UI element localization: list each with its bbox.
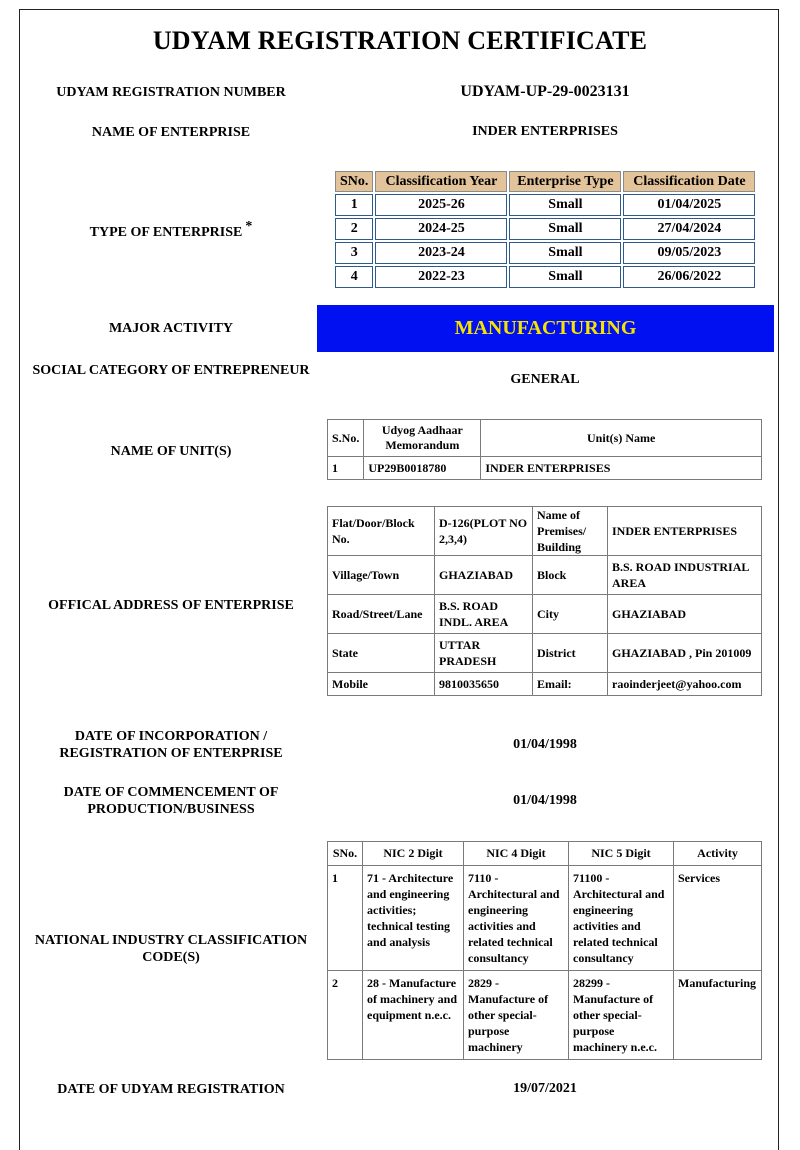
nic-cell: 2 — [328, 971, 363, 1060]
units-header-sno: S.No. — [328, 420, 364, 457]
address-key: Village/Town — [328, 556, 435, 595]
classification-table — [333, 169, 757, 290]
classification-row — [335, 242, 755, 264]
address-value: GHAZIABAD — [608, 595, 762, 634]
table-row — [328, 971, 762, 1060]
units-table — [327, 419, 762, 480]
certificate-title: UDYAM REGISTRATION CERTIFICATE — [152, 26, 648, 55]
classification-cell: 09/05/2023 — [623, 242, 755, 264]
units-cell: UP29B0018780 — [364, 457, 481, 480]
address-key: City — [533, 595, 608, 634]
classification-cell: 2024-25 — [375, 218, 507, 240]
classification-row — [335, 266, 755, 288]
nic-cell: Manufacturing — [674, 971, 762, 1060]
classification-header-date: Classification Date — [623, 171, 755, 192]
incorporation-label: DATE OF INCORPORATION / REGISTRATION OF ENTERPRISE — [59, 729, 283, 761]
enterprise-type-label-text: TYPE OF ENTERPRISE — [89, 225, 243, 240]
social-category-label: SOCIAL CATEGORY OF ENTREPRENEUR — [32, 363, 310, 378]
classification-cell: 27/04/2024 — [623, 218, 755, 240]
units-cell: 1 — [328, 457, 364, 480]
classification-cell: Small — [509, 218, 621, 240]
address-table — [327, 506, 762, 696]
table-row — [328, 673, 762, 696]
nic-cell: Services — [674, 866, 762, 971]
units-cell: INDER ENTERPRISES — [481, 457, 762, 480]
address-value: B.S. ROAD INDL. AREA — [435, 595, 533, 634]
classification-cell: 1 — [335, 194, 373, 216]
enterprise-name-label: NAME OF ENTERPRISE — [91, 125, 251, 140]
enterprise-name-value: INDER ENTERPRISES — [472, 124, 618, 139]
nic-header-2digit: NIC 2 Digit — [363, 842, 464, 866]
address-key: Block — [533, 556, 608, 595]
address-value: GHAZIABAD , Pin 201009 — [608, 634, 762, 673]
units-label: NAME OF UNIT(S) — [110, 444, 232, 459]
classification-header-year: Classification Year — [375, 171, 507, 192]
address-value: D-126(PLOT NO 2,3,4) — [435, 507, 533, 556]
enterprise-type-label — [25, 219, 317, 241]
classification-cell: 2025-26 — [375, 194, 507, 216]
nic-header-4digit: NIC 4 Digit — [464, 842, 569, 866]
nic-cell: 71100 - Architectural and engineering activities and related technical consultancy — [569, 866, 674, 971]
table-row — [328, 556, 762, 595]
mobile-value: 9810035650 — [435, 673, 533, 696]
classification-cell: 4 — [335, 266, 373, 288]
nic-cell: 7110 - Architectural and engineering activities and related technical consultancy — [464, 866, 569, 971]
units-header-uam: Udyog Aadhaar Memorandum — [364, 420, 481, 457]
table-row — [328, 634, 762, 673]
classification-cell: 2 — [335, 218, 373, 240]
address-key: Name of Premises/ Building — [533, 507, 608, 556]
nic-header-5digit: NIC 5 Digit — [569, 842, 674, 866]
units-header-name: Unit(s) Name — [481, 420, 762, 457]
address-key: Email: — [533, 673, 608, 696]
classification-cell: 01/04/2025 — [623, 194, 755, 216]
nic-cell: 28 - Manufacture of machinery and equipment n.e.c. — [363, 971, 464, 1060]
nic-header-activity: Activity — [674, 842, 762, 866]
nic-table — [327, 841, 762, 1060]
nic-cell: 1 — [328, 866, 363, 971]
registration-number-label: UDYAM REGISTRATION NUMBER — [56, 85, 286, 100]
classification-cell: 3 — [335, 242, 373, 264]
classification-cell: Small — [509, 266, 621, 288]
classification-cell: 2022-23 — [375, 266, 507, 288]
commencement-value: 01/04/1998 — [513, 793, 577, 808]
nic-cell: 71 - Architecture and engineering activities; technical testing and analysis — [363, 866, 464, 971]
table-row — [328, 866, 762, 971]
major-activity-label: MAJOR ACTIVITY — [108, 321, 234, 336]
major-activity-banner: MANUFACTURING — [317, 305, 774, 352]
email-value: raoinderjeet@yahoo.com — [608, 673, 762, 696]
classification-cell: 26/06/2022 — [623, 266, 755, 288]
table-row — [328, 507, 762, 556]
address-key: Mobile — [328, 673, 435, 696]
classification-cell: Small — [509, 242, 621, 264]
registration-number-value: UDYAM-UP-29-0023131 — [460, 83, 630, 100]
nic-label: NATIONAL INDUSTRY CLASSIFICATION CODE(S) — [34, 933, 308, 965]
address-value: GHAZIABAD — [435, 556, 533, 595]
nic-cell: 2829 - Manufacture of other special-purpose machinery — [464, 971, 569, 1060]
address-key: District — [533, 634, 608, 673]
classification-cell: 2023-24 — [375, 242, 507, 264]
nic-cell: 28299 - Manufacture of other special-purpose machinery n.e.c. — [569, 971, 674, 1060]
udyam-date-label: DATE OF UDYAM REGISTRATION — [57, 1082, 285, 1097]
asterisk-marker: * — [245, 219, 253, 234]
commencement-label: DATE OF COMMENCEMENT OF PRODUCTION/BUSINESS — [63, 785, 279, 817]
classification-header-type: Enterprise Type — [509, 171, 621, 192]
incorporation-value: 01/04/1998 — [513, 737, 577, 752]
nic-header-sno: SNo. — [328, 842, 363, 866]
udyam-date-value: 19/07/2021 — [513, 1081, 577, 1096]
social-category-value: GENERAL — [510, 372, 580, 387]
address-label: OFFICAL ADDRESS OF ENTERPRISE — [48, 598, 294, 613]
address-value: INDER ENTERPRISES — [608, 507, 762, 556]
classification-header-sno: SNo. — [335, 171, 373, 192]
table-row — [328, 457, 762, 480]
classification-cell: Small — [509, 194, 621, 216]
classification-row — [335, 218, 755, 240]
address-value: UTTAR PRADESH — [435, 634, 533, 673]
address-value: B.S. ROAD INDUSTRIAL AREA — [608, 556, 762, 595]
address-key: State — [328, 634, 435, 673]
table-row — [328, 595, 762, 634]
address-key: Flat/Door/Block No. — [328, 507, 435, 556]
address-key: Road/Street/Lane — [328, 595, 435, 634]
classification-row — [335, 194, 755, 216]
